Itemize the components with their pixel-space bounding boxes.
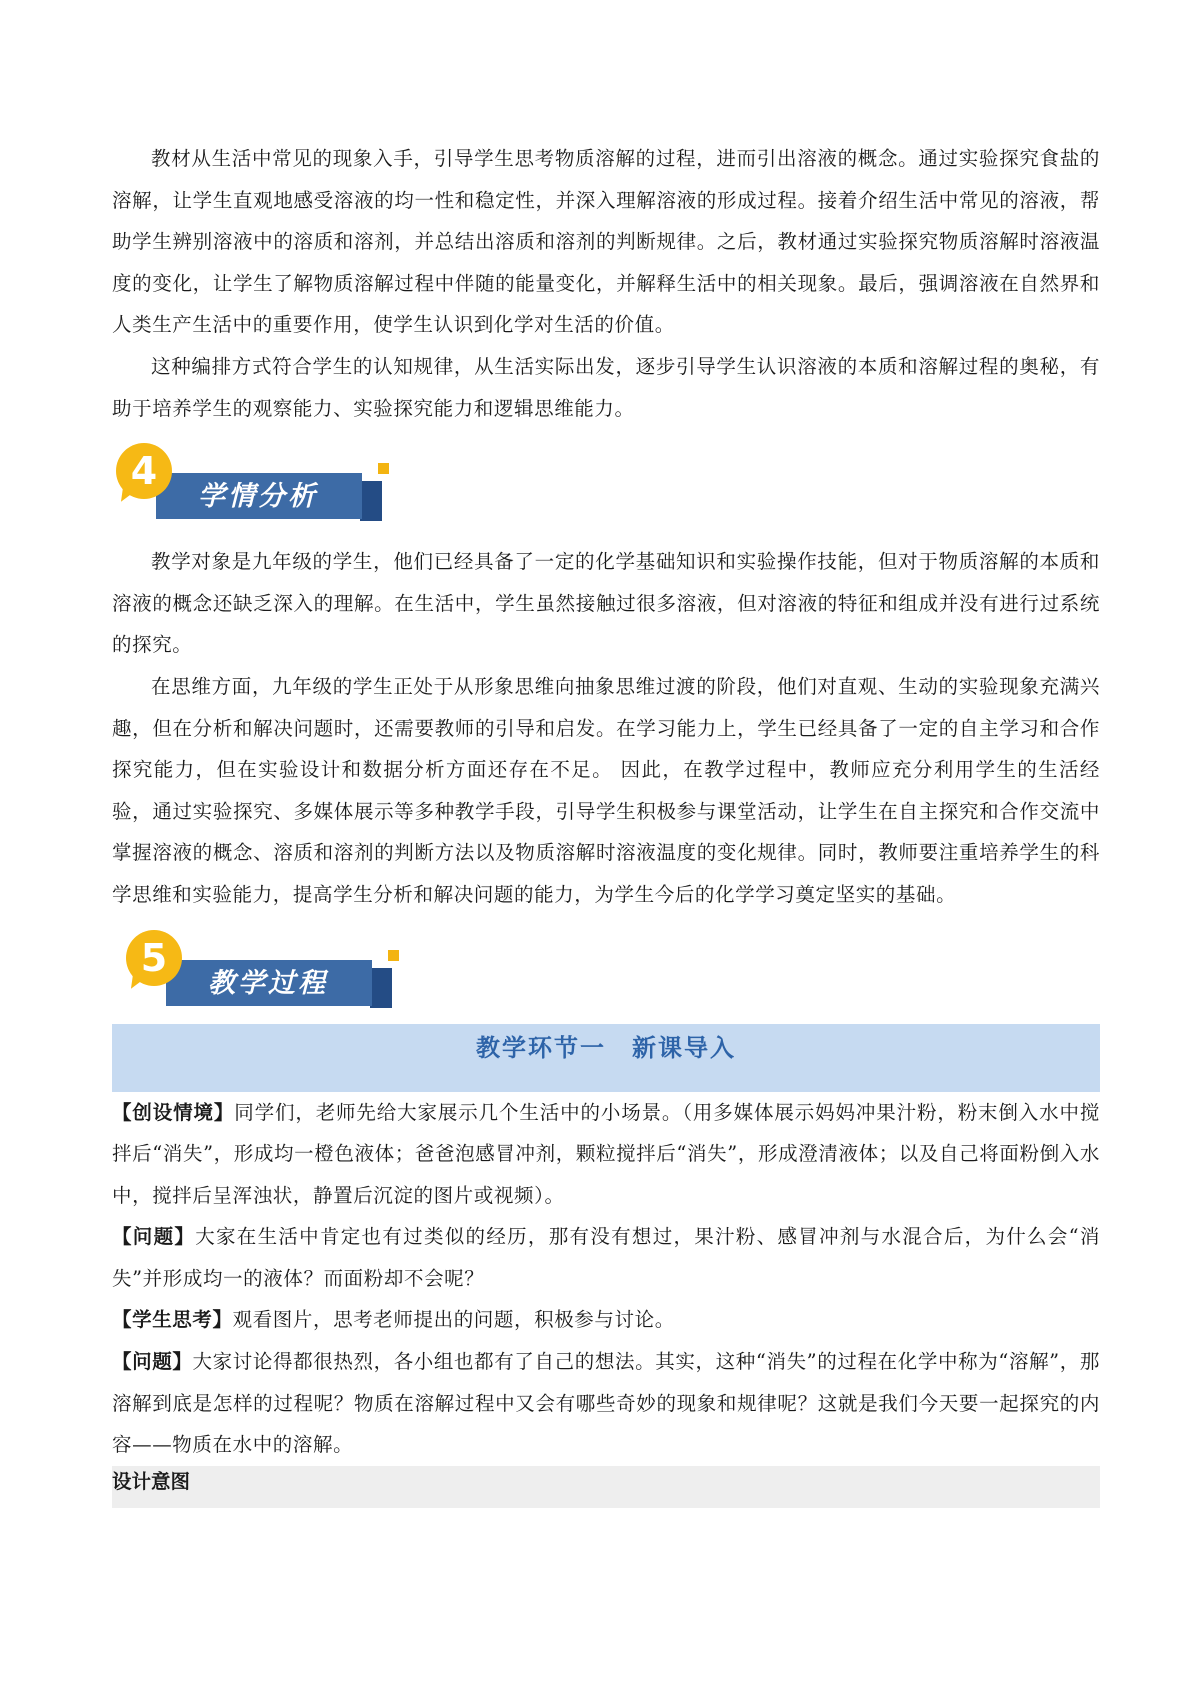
item-text: 观看图片，思考老师提出的问题，积极参与讨论。 (232, 1308, 675, 1332)
intro-paragraph-1: 教材从生活中常见的现象入手，引导学生思考物质溶解的过程，进而引出溶液的概念。通过实验探究食盐的溶解，让学生直观地感受溶液的均一性和稳定性，并深入理解溶液的形成过程。接着介绍生活中常见的溶液，帮助学生辨别溶液中的溶质和溶剂，并总结出溶质和溶剂的判断规律。之后，教材通过实验探究物质溶解时溶液温度的变化，让学生了解物质溶解过程中伴随的能量变化，并解释生活中的相关现象。最后，强调溶液在自然界和人类生产生活中的重要作用，使学生认识到化学对生活的价值。 (112, 147, 1100, 337)
process-item (112, 1092, 1100, 1217)
section-number-badge: 4 (116, 443, 172, 499)
learner-paragraph-2: 在思维方面，九年级的学生正处于从形象思维向抽象思维过渡的阶段，他们对直观、生动的实验现象充满兴趣，但在分析和解决问题时，还需要教师的引导和启发。在学习能力上，学生已经具备了一定的自主学习和合作探究能力，但在实验设计和数据分析方面还存在不足。 因此，在教学过程中，教师应充分利用学生的生活经验，通过实验探究、多媒体展示等多种教学手段，引导学生积极参与课堂活动，让学生在自主探究和合作交流中掌握溶液的概念、溶质和溶剂的判断方法以及物质溶解时溶液温度的变化规律。同时，教师要注重培养学生的科学思维和实验能力，提高学生分析和解决问题的能力，为学生今后的化学学习奠定坚实的基础。 (112, 674, 1100, 906)
section-heading-learner-analysis (112, 443, 1100, 527)
design-intent-label: 设计意图 (112, 1466, 1100, 1508)
section-heading-teaching-process (122, 930, 1100, 1014)
intro-paragraph-2: 这种编排方式符合学生的认知规律，从生活实际出发，逐步引导学生认识溶液的本质和溶解过程的奥秘，有助于培养学生的观察能力、实验探究能力和逻辑思维能力。 (112, 354, 1100, 420)
section-number-badge: 5 (126, 930, 182, 986)
item-tag: 【学生思考】 (112, 1308, 233, 1332)
process-item (112, 1216, 1100, 1299)
item-text: 同学们，老师先给大家展示几个生活中的小场景。（用多媒体展示妈妈冲果汁粉，粉末倒入水中搅拌后“消失”，形成均一橙色液体；爸爸泡感冒冲剂，颗粒搅拌后“消失”，形成澄清液体；以及自己将面粉倒入水中，搅拌后呈浑浊状，静置后沉淀的图片或视频）。 (112, 1100, 1100, 1207)
item-text: 大家在生活中肯定也有过类似的经历，那有没有想过，果汁粉、感冒冲剂与水混合后，为什么会“消失”并形成均一的液体？而面粉却不会呢？ (112, 1225, 1100, 1290)
item-tag: 【问题】 (112, 1350, 193, 1374)
item-tag: 【问题】 (112, 1225, 196, 1249)
heading-bar-shadow (360, 481, 382, 521)
process-item (112, 1299, 1100, 1341)
section-title: 学情分析 (198, 481, 318, 513)
document-page (112, 138, 1100, 1508)
item-tag: 【创设情境】 (112, 1100, 235, 1124)
heading-bar-shadow (370, 968, 392, 1008)
learner-paragraph-1: 教学对象是九年级的学生，他们已经具备了一定的化学基础知识和实验操作技能，但对于物质溶解的本质和溶液的概念还缺乏深入的理解。在生活中，学生虽然接触过很多溶液，但对溶液的特征和组成并没有进行过系统的探究。 (112, 550, 1100, 657)
section-title: 教学过程 (208, 967, 328, 999)
item-text: 大家讨论得都很热烈，各小组也都有了自己的想法。其实，这种“消失”的过程在化学中称为“溶解”，那溶解到底是怎样的过程呢？物质在溶解过程中又会有哪些奇妙的现象和规律呢？这就是我们今天要一起探究的内容——物质在水中的溶解。 (112, 1350, 1100, 1457)
process-item (112, 1341, 1100, 1466)
heading-accent-square (378, 463, 389, 474)
teaching-stage-title: 教学环节一 新课导入 (112, 1024, 1100, 1092)
heading-accent-square (388, 950, 399, 961)
